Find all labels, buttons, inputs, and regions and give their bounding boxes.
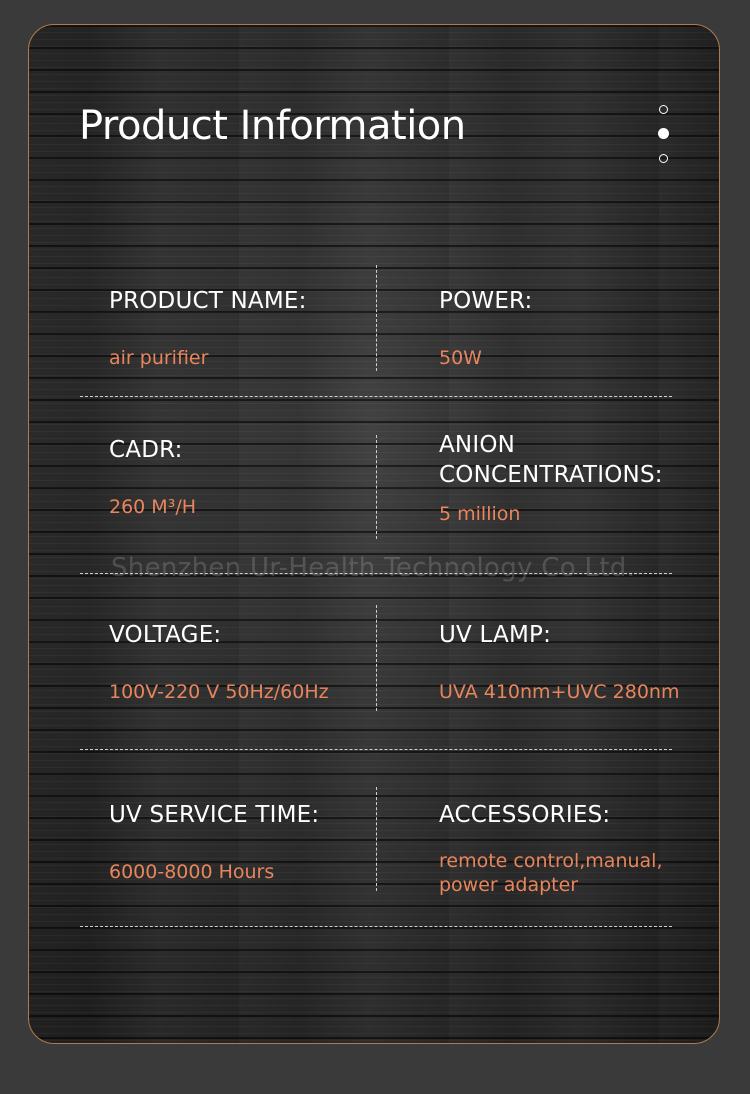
spec-value: 260 M³/H (109, 496, 197, 518)
spec-value: remote control,manual, (439, 850, 663, 872)
spec-label: VOLTAGE: (109, 622, 222, 648)
page-title: Product Information (79, 103, 466, 149)
spec-value: UVA 410nm+UVC 280nm (439, 681, 680, 703)
row-divider (80, 396, 672, 397)
spec-label: POWER: (439, 288, 533, 314)
pager-dot[interactable] (659, 154, 668, 163)
pager-dot-active[interactable] (658, 128, 669, 139)
watermark: Shenzhen Ur-Health Technology Co Ltd. (111, 553, 636, 583)
spec-label: CADR: (109, 437, 183, 463)
spec-value: power adapter (439, 874, 579, 896)
spec-label: CONCENTRATIONS: (439, 462, 663, 488)
row-divider (80, 573, 672, 574)
column-divider (376, 787, 377, 891)
spec-label: ACCESSORIES: (439, 802, 611, 828)
spec-label: UV LAMP: (439, 622, 552, 648)
spec-value: 6000-8000 Hours (109, 861, 275, 883)
spec-value: 100V-220 V 50Hz/60Hz (109, 681, 329, 703)
spec-value: 50W (439, 347, 482, 369)
pager-dot[interactable] (659, 105, 668, 114)
column-divider (376, 435, 377, 539)
spec-label: PRODUCT NAME: (109, 288, 307, 314)
spec-label: UV SERVICE TIME: (109, 802, 320, 828)
row-divider (80, 926, 672, 927)
spec-value: 5 million (439, 503, 521, 525)
spec-value: air purifier (109, 347, 209, 369)
row-divider (80, 749, 672, 750)
product-info-card (28, 24, 720, 1044)
column-divider (376, 605, 377, 711)
spec-label: ANION (439, 432, 516, 458)
column-divider (376, 265, 377, 371)
